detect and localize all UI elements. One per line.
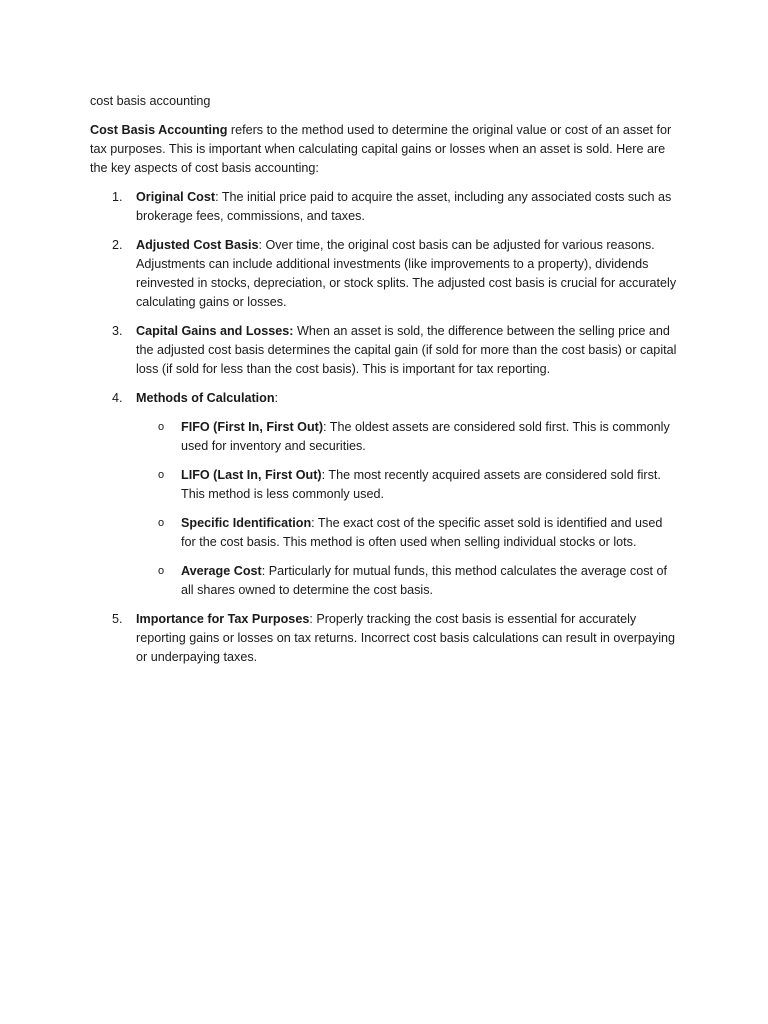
intro-term: Cost Basis Accounting xyxy=(90,123,228,137)
list-number: 4. xyxy=(112,391,123,405)
list-number: 3. xyxy=(112,324,123,338)
item-term: Methods of Calculation xyxy=(136,391,275,405)
subitem-term: LIFO (Last In, First Out) xyxy=(181,468,322,482)
item-term: Importance for Tax Purposes xyxy=(136,612,310,626)
subitem-text: : Particularly for mutual funds, this method calculates the average cost of all shares owned to determine the cost basis. xyxy=(181,564,668,597)
item-text: : xyxy=(274,391,279,405)
sublist-item xyxy=(136,418,678,456)
item-term: Adjusted Cost Basis xyxy=(136,238,259,252)
bullet-marker: o xyxy=(158,517,165,529)
subitem-term: Specific Identification xyxy=(181,516,312,530)
list-item xyxy=(90,389,678,600)
aspects-list xyxy=(90,188,678,667)
list-item xyxy=(90,610,678,667)
item-text: : The initial price paid to acquire the asset, including any associated costs such as brokerage fees, commissions, and taxes. xyxy=(136,190,672,223)
bullet-marker: o xyxy=(158,421,165,433)
subitem-term: Average Cost xyxy=(181,564,262,578)
sublist-item xyxy=(136,562,678,600)
sublist-item xyxy=(136,466,678,504)
item-term: Original Cost xyxy=(136,190,216,204)
intro-paragraph xyxy=(90,121,678,178)
intro-text: refers to the method used to determine the original value or cost of an asset for tax purposes. This is important when calculating capital gains or losses when an asset is sold. Here are the key aspects of cost basis accounting: xyxy=(90,123,672,175)
subitem-text: : The most recently acquired assets are considered sold first. This method is less commonly used. xyxy=(181,468,661,501)
item-term: Capital Gains and Losses: xyxy=(136,324,294,338)
document-title: cost basis accounting xyxy=(90,94,211,108)
list-item xyxy=(90,188,678,226)
subitem-term: FIFO (First In, First Out) xyxy=(181,420,324,434)
sublist-item xyxy=(136,514,678,552)
bullet-marker: o xyxy=(158,469,165,481)
methods-sublist xyxy=(136,418,678,600)
list-number: 2. xyxy=(112,238,123,252)
list-item xyxy=(90,322,678,379)
subitem-text: : The oldest assets are considered sold first. This is commonly used for inventory and securities. xyxy=(181,420,670,453)
item-text: : Over time, the original cost basis can be adjusted for various reasons. Adjustments can include additional investments (like improvements to a property), dividends reinvested in stocks, depreciation, or stock splits. The adjusted cost basis is crucial for accurately calculating gains or losses. xyxy=(136,238,677,309)
bullet-marker: o xyxy=(158,565,165,577)
subitem-text: : The exact cost of the specific asset sold is identified and used for the cost basis. This method is often used when selling individual stocks or lots. xyxy=(181,516,663,549)
list-number: 5. xyxy=(112,612,123,626)
item-text: When an asset is sold, the difference between the selling price and the adjusted cost basis determines the capital gain (if sold for more than the cost basis) or capital loss (if sold for less than the cost basis). This is important for tax reporting. xyxy=(136,324,677,376)
list-item xyxy=(90,236,678,312)
item-text: : Properly tracking the cost basis is essential for accurately reporting gains or losses on tax returns. Incorrect cost basis calculations can result in overpaying or underpaying taxes. xyxy=(136,612,675,664)
list-number: 1. xyxy=(112,190,123,204)
